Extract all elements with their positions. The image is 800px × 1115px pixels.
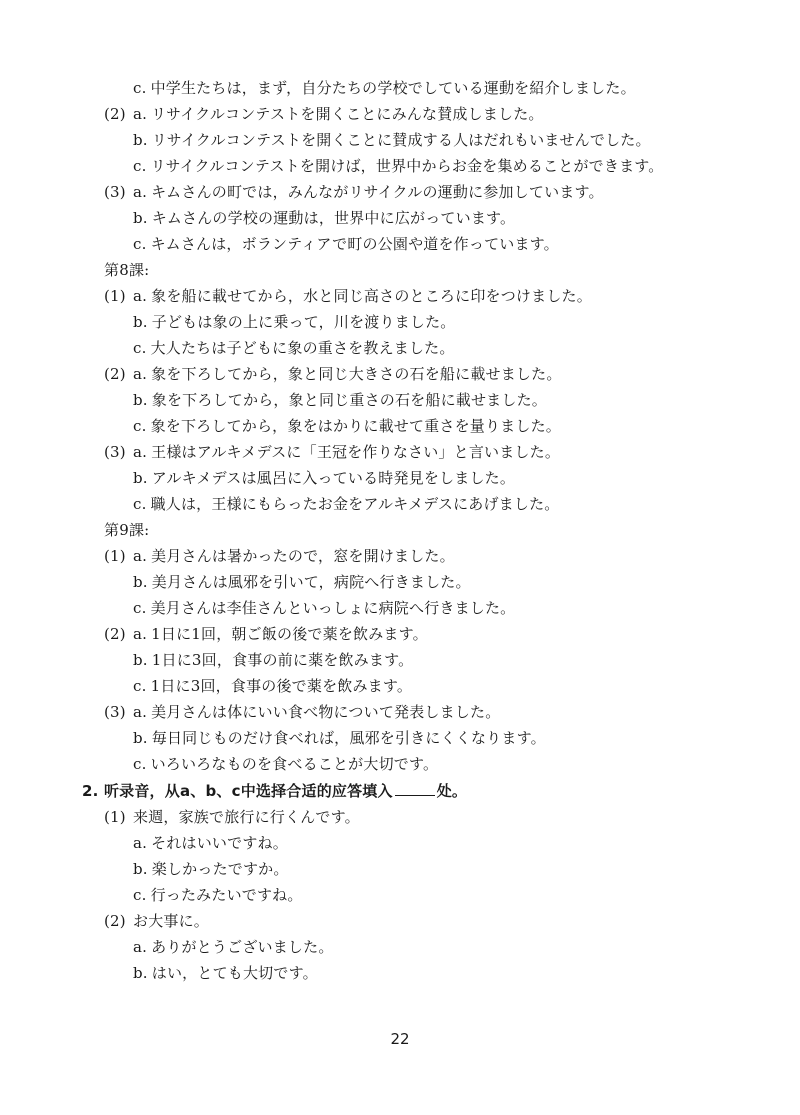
- option-text: 1日に3回，食事の前に薬を飲みます。: [151, 651, 414, 669]
- option-text: リサイクルコンテストを開くことに賛成する人はだれもいませんでした。: [151, 131, 651, 149]
- option-letter: b.: [133, 860, 148, 878]
- option-letter: a.: [133, 938, 148, 956]
- question-number: (2): [104, 105, 126, 123]
- section-2-heading-suffix: 处。: [436, 782, 468, 800]
- option-text: 象を下ろしてから，象と同じ重さの石を船に載せました。: [151, 391, 547, 409]
- option-letter: a.: [133, 625, 148, 643]
- option-text: キムさんは，ボランティアで町の公園や道を作っています。: [150, 235, 559, 253]
- option-letter: c.: [133, 599, 147, 617]
- option-letter: c.: [133, 495, 147, 513]
- option-text: はい，とても大切です。: [151, 964, 318, 982]
- option-letter: a.: [133, 105, 148, 123]
- option-text: 美月さんは李佳さんといっしょに病院へ行きました。: [150, 599, 516, 617]
- section-2-heading-text: 2. 听录音，从a、b、c中选择合适的应答填入: [82, 782, 393, 800]
- option-letter: c.: [133, 157, 147, 175]
- question-number: (2): [104, 365, 126, 383]
- question-option: [133, 465, 515, 491]
- option-text: 美月さんは暑かったので，窓を開けました。: [151, 547, 455, 565]
- option-text: 1日に1回，朝ご飯の後で薬を飲みます。: [151, 625, 428, 643]
- question-option: [104, 621, 428, 647]
- question-option: [104, 361, 562, 387]
- prompt-line: [104, 804, 360, 830]
- question-option: [133, 882, 303, 908]
- option-text: アルキメデスは風呂に入っている時発見をしました。: [151, 469, 516, 487]
- option-text: 行ったみたいですね。: [150, 886, 303, 904]
- option-letter: b.: [133, 209, 148, 227]
- question-option: [133, 960, 318, 986]
- option-text: 象を下ろしてから，象と同じ大きさの石を船に載せました。: [151, 365, 562, 383]
- question-number: (1): [104, 808, 126, 826]
- prompt-text: お大事に。: [133, 912, 210, 930]
- option-text: 1日に3回，食事の後で薬を飲みます。: [150, 677, 413, 695]
- question-option: [133, 413, 561, 439]
- option-letter: b.: [133, 651, 148, 669]
- option-letter: c.: [133, 886, 147, 904]
- option-letter: a.: [133, 703, 148, 721]
- question-number: (3): [104, 183, 126, 201]
- question-option: [104, 101, 544, 127]
- option-text: 中学生たちは，まず，自分たちの学校でしている運動を紹介しました。: [150, 79, 636, 97]
- question-option: [104, 283, 592, 309]
- option-text: リサイクルコンテストを開くことにみんな賛成しました。: [151, 105, 544, 123]
- question-option: [133, 830, 288, 856]
- question-option: [133, 491, 559, 517]
- option-letter: b.: [133, 729, 148, 747]
- option-letter: b.: [133, 391, 148, 409]
- option-text: リサイクルコンテストを開けば，世界中からお金を集めることができます。: [150, 157, 664, 175]
- question-number: (1): [104, 287, 126, 305]
- option-text: キムさんの町では，みんながリサイクルの運動に参加しています。: [151, 183, 604, 201]
- question-number: (1): [104, 547, 126, 565]
- question-option: [133, 856, 289, 882]
- question-option: [133, 231, 559, 257]
- question-option: [133, 647, 413, 673]
- option-letter: c.: [133, 79, 147, 97]
- prompt-line: [104, 908, 209, 934]
- option-text: 大人たちは子どもに象の重さを教えました。: [150, 339, 455, 357]
- question-option: [133, 387, 547, 413]
- lesson-8-title: 第8課:: [104, 261, 150, 279]
- question-number: (2): [104, 625, 126, 643]
- page-number: 22: [390, 1030, 410, 1048]
- option-letter: c.: [133, 417, 147, 435]
- question-option: [133, 309, 455, 335]
- question-option: [104, 179, 604, 205]
- option-text: 子どもは象の上に乗って，川を渡りました。: [151, 313, 456, 331]
- option-text: キムさんの学校の運動は，世界中に広がっています。: [151, 209, 516, 227]
- question-option: [133, 127, 651, 153]
- option-text: 美月さんは風邪を引いて，病院へ行きました。: [151, 573, 471, 591]
- option-letter: a.: [133, 547, 148, 565]
- question-number: (3): [104, 443, 126, 461]
- option-letter: a.: [133, 183, 148, 201]
- option-letter: c.: [133, 235, 147, 253]
- option-text: 楽しかったですか。: [151, 860, 289, 878]
- lesson-9-title: 第9課:: [104, 521, 150, 539]
- question-option: [133, 153, 663, 179]
- question-option: [104, 543, 455, 569]
- option-letter: a.: [133, 834, 148, 852]
- question-option: [133, 595, 515, 621]
- question-option: [133, 725, 546, 751]
- question-number: (2): [104, 912, 126, 930]
- question-option: [133, 751, 438, 777]
- option-letter: c.: [133, 755, 147, 773]
- option-text: ありがとうございました。: [151, 938, 334, 956]
- question-option: [133, 205, 515, 231]
- question-option: [104, 699, 500, 725]
- question-option: [133, 335, 455, 361]
- question-option: [104, 439, 560, 465]
- option-text: 象を船に載せてから，水と同じ高さのところに印をつけました。: [151, 287, 592, 305]
- option-letter: a.: [133, 365, 148, 383]
- option-letter: a.: [133, 287, 148, 305]
- question-number: (3): [104, 703, 126, 721]
- option-letter: b.: [133, 964, 148, 982]
- question-option: [133, 934, 334, 960]
- section-2-heading: [82, 778, 467, 804]
- option-letter: a.: [133, 443, 148, 461]
- option-letter: b.: [133, 573, 148, 591]
- option-text: 毎日同じものだけ食べれば，風邪を引きにくくなります。: [151, 729, 546, 747]
- option-letter: c.: [133, 339, 147, 357]
- option-text: 職人は，王様にもらったお金をアルキメデスにあげました。: [150, 495, 560, 513]
- question-option: [133, 569, 471, 595]
- question-option: [133, 75, 636, 101]
- answer-blank: [395, 779, 435, 796]
- option-text: いろいろなものを食べることが大切です。: [150, 755, 439, 773]
- option-letter: b.: [133, 313, 148, 331]
- option-text: 王様はアルキメデスに「王冠を作りなさい」と言いました。: [151, 443, 561, 461]
- option-letter: b.: [133, 131, 148, 149]
- option-text: それはいいですね。: [151, 834, 288, 852]
- option-text: 象を下ろしてから，象をはかりに載せて重さを量りました。: [150, 417, 561, 435]
- question-option: [133, 673, 412, 699]
- option-letter: c.: [133, 677, 147, 695]
- option-letter: b.: [133, 469, 148, 487]
- option-text: 美月さんは体にいい食べ物について発表しました。: [151, 703, 501, 721]
- prompt-text: 来週，家族で旅行に行くんです。: [133, 808, 360, 826]
